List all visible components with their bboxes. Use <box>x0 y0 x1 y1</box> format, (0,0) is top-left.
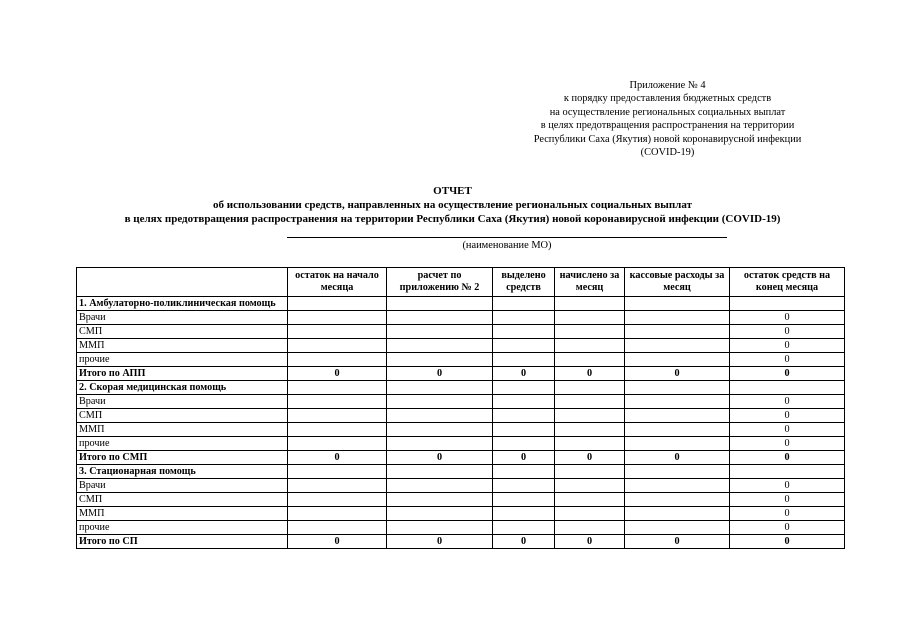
row-label: Врачи <box>77 311 288 325</box>
table-cell <box>493 297 555 311</box>
table-cell: 0 <box>493 535 555 549</box>
table-cell <box>555 339 625 353</box>
table-total-row <box>77 451 845 465</box>
table-cell <box>493 339 555 353</box>
column-header: кассовые расходы за месяц <box>625 268 730 297</box>
table-cell <box>625 493 730 507</box>
report-table <box>76 267 845 549</box>
table-cell <box>387 437 493 451</box>
table-total-row <box>77 535 845 549</box>
table-cell <box>493 325 555 339</box>
table-cell <box>730 297 845 311</box>
table-cell <box>288 437 387 451</box>
table-cell <box>625 437 730 451</box>
table-cell <box>730 465 845 479</box>
table-section-row <box>77 381 845 395</box>
table-cell <box>288 479 387 493</box>
table-cell <box>387 381 493 395</box>
table-cell: 0 <box>730 437 845 451</box>
row-label: ММП <box>77 423 288 437</box>
table-row <box>77 311 845 325</box>
table-cell: 0 <box>625 367 730 381</box>
row-label: ММП <box>77 339 288 353</box>
row-label: Итого по СМП <box>77 451 288 465</box>
table-cell <box>387 521 493 535</box>
table-cell <box>387 409 493 423</box>
table-row <box>77 479 845 493</box>
table-cell: 0 <box>730 367 845 381</box>
table-cell: 0 <box>555 451 625 465</box>
table-body <box>77 297 845 549</box>
row-label: СМП <box>77 409 288 423</box>
table-cell: 0 <box>730 353 845 367</box>
table-cell: 0 <box>387 535 493 549</box>
row-label: 1. Амбулаторно-поликлиническая помощь <box>77 297 288 311</box>
table-cell <box>493 381 555 395</box>
table-cell <box>288 521 387 535</box>
table-cell <box>555 423 625 437</box>
table-row <box>77 325 845 339</box>
table-cell <box>288 381 387 395</box>
org-name-caption: (наименование МО) <box>462 240 552 251</box>
table-cell <box>555 507 625 521</box>
table-cell <box>387 353 493 367</box>
table-cell: 0 <box>730 339 845 353</box>
table-cell <box>625 395 730 409</box>
table-cell: 0 <box>555 367 625 381</box>
table-cell <box>493 521 555 535</box>
annex-line: Приложение № 4 <box>629 80 706 91</box>
table-cell <box>288 409 387 423</box>
table-cell <box>288 395 387 409</box>
table-cell <box>493 353 555 367</box>
table-cell <box>555 493 625 507</box>
table-cell <box>387 479 493 493</box>
annex-block <box>505 79 830 159</box>
row-label: Итого по СП <box>77 535 288 549</box>
table-cell <box>625 339 730 353</box>
table-cell <box>625 409 730 423</box>
table-cell <box>493 423 555 437</box>
table-cell <box>555 395 625 409</box>
table-row <box>77 521 845 535</box>
table-cell: 0 <box>555 535 625 549</box>
table-cell <box>387 339 493 353</box>
annex-line: к порядку предоставления бюджетных средств <box>563 93 772 105</box>
table-cell: 0 <box>730 395 845 409</box>
table-cell <box>555 437 625 451</box>
table-cell <box>387 507 493 521</box>
table-cell <box>493 311 555 325</box>
table-row <box>77 409 845 423</box>
org-name-line <box>287 237 727 238</box>
table-cell <box>625 297 730 311</box>
table-cell: 0 <box>288 451 387 465</box>
column-header: начислено за месяц <box>555 268 625 297</box>
column-header: остаток средств на конец месяца <box>730 268 845 297</box>
row-label: прочие <box>77 521 288 535</box>
annex-line: Республики Саха (Якутия) новой коронавирусной инфекции <box>533 133 802 145</box>
report-subtitle-1: об использовании средств, направленных на осуществление региональных социальных выплат <box>213 199 692 211</box>
table-cell: 0 <box>387 451 493 465</box>
table-cell: 0 <box>730 535 845 549</box>
table-cell <box>288 325 387 339</box>
table-cell <box>625 325 730 339</box>
table-cell <box>493 437 555 451</box>
report-title: ОТЧЕТ <box>433 185 472 197</box>
table-cell <box>493 465 555 479</box>
annex-line: (COVID-19) <box>640 147 695 159</box>
report-title-block <box>0 184 905 226</box>
table-cell <box>625 381 730 395</box>
table-cell: 0 <box>730 493 845 507</box>
table-cell <box>387 325 493 339</box>
table-cell: 0 <box>730 451 845 465</box>
table-row <box>77 353 845 367</box>
table-cell <box>387 297 493 311</box>
table-cell <box>288 353 387 367</box>
table-cell <box>288 297 387 311</box>
table-cell: 0 <box>730 423 845 437</box>
table-cell <box>625 465 730 479</box>
row-label: Врачи <box>77 479 288 493</box>
table-cell <box>288 311 387 325</box>
table-row <box>77 423 845 437</box>
table-cell <box>288 507 387 521</box>
table-cell: 0 <box>288 535 387 549</box>
table-cell <box>555 353 625 367</box>
table-header-row <box>77 268 845 297</box>
table-cell <box>493 493 555 507</box>
table-cell <box>625 479 730 493</box>
table-cell <box>387 395 493 409</box>
table-cell <box>625 507 730 521</box>
table-cell <box>493 395 555 409</box>
table-cell <box>387 311 493 325</box>
table-cell: 0 <box>730 479 845 493</box>
table-cell <box>555 409 625 423</box>
table-cell <box>493 507 555 521</box>
table-cell <box>288 493 387 507</box>
column-header: выделено средств <box>493 268 555 297</box>
table-cell <box>625 353 730 367</box>
table-cell: 0 <box>730 507 845 521</box>
table-cell <box>555 479 625 493</box>
table-cell: 0 <box>625 451 730 465</box>
row-label: прочие <box>77 353 288 367</box>
table-cell <box>387 423 493 437</box>
table-cell: 0 <box>730 325 845 339</box>
table-cell: 0 <box>625 535 730 549</box>
table-cell <box>555 297 625 311</box>
table-cell <box>625 311 730 325</box>
column-header: расчет по приложению № 2 <box>387 268 493 297</box>
table-cell <box>288 423 387 437</box>
table-cell: 0 <box>288 367 387 381</box>
table-cell <box>493 479 555 493</box>
row-label: Врачи <box>77 395 288 409</box>
column-header: остаток на начало месяца <box>288 268 387 297</box>
table-row <box>77 437 845 451</box>
table-cell <box>387 465 493 479</box>
row-label: 3. Стационарная помощь <box>77 465 288 479</box>
annex-line: в целях предотвращения распространения на территории <box>540 120 795 132</box>
annex-line: на осуществление региональных социальных выплат <box>549 106 786 118</box>
table-cell: 0 <box>493 367 555 381</box>
table-cell: 0 <box>730 409 845 423</box>
table-section-row <box>77 465 845 479</box>
table-row <box>77 507 845 521</box>
table-row <box>77 395 845 409</box>
row-label: прочие <box>77 437 288 451</box>
table-total-row <box>77 367 845 381</box>
table-cell <box>555 325 625 339</box>
table-cell <box>387 493 493 507</box>
table-row <box>77 339 845 353</box>
table-cell <box>625 423 730 437</box>
table-cell <box>288 339 387 353</box>
table-cell: 0 <box>493 451 555 465</box>
table-cell <box>555 521 625 535</box>
table-cell <box>555 311 625 325</box>
table-cell: 0 <box>387 367 493 381</box>
table-section-row <box>77 297 845 311</box>
table-row <box>77 493 845 507</box>
table-cell <box>625 521 730 535</box>
table-cell <box>493 409 555 423</box>
row-label: Итого по АПП <box>77 367 288 381</box>
table-cell: 0 <box>730 521 845 535</box>
row-label: СМП <box>77 325 288 339</box>
table-cell <box>730 381 845 395</box>
table-cell <box>555 381 625 395</box>
column-header <box>77 268 288 297</box>
row-label: ММП <box>77 507 288 521</box>
table-cell: 0 <box>730 311 845 325</box>
row-label: СМП <box>77 493 288 507</box>
row-label: 2. Скорая медицинская помощь <box>77 381 288 395</box>
table-cell <box>555 465 625 479</box>
report-subtitle-2: в целях предотвращения распространения на территории Республики Саха (Якутия) новой коронавирусной инфекции (COVID-19) <box>124 213 781 225</box>
table-cell <box>288 465 387 479</box>
